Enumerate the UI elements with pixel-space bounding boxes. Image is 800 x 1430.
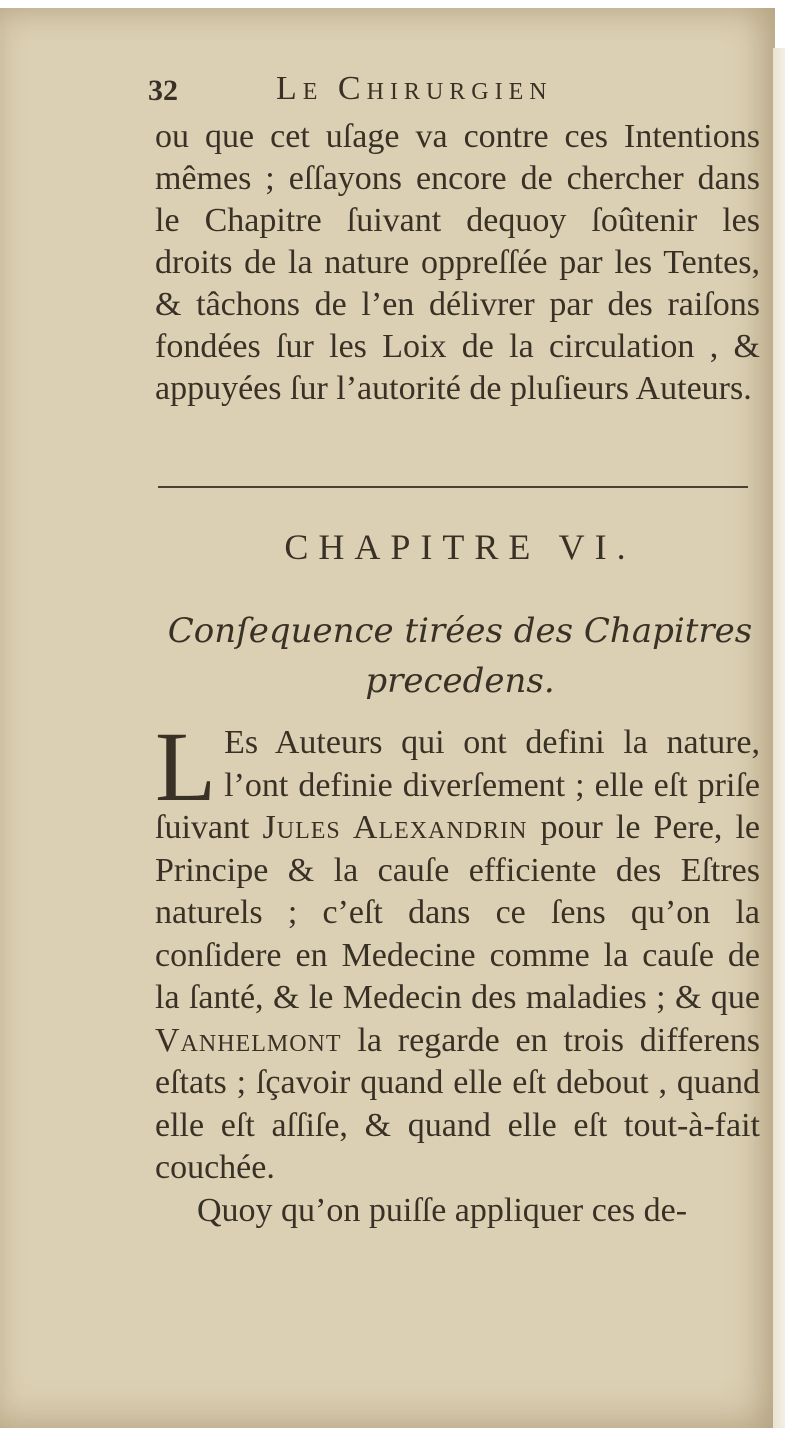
paragraph-text: Es Auteurs qui ont defini la nature, l’ont definie diverſement ; elle eſt priſe ſuivant bbox=[155, 724, 760, 846]
author-name: Jules Alexandrin bbox=[262, 809, 528, 846]
running-head bbox=[148, 70, 758, 114]
running-title: Le Chirurgien bbox=[276, 70, 553, 107]
chapter-subtitle bbox=[155, 606, 765, 706]
subtitle-line: Conſequence tirées des Chapitres bbox=[167, 611, 753, 651]
author-name: Vanhelmont bbox=[155, 1021, 342, 1059]
page-number: 32 bbox=[148, 74, 178, 107]
first-paragraph bbox=[155, 711, 761, 1190]
chapter-body bbox=[155, 711, 761, 1232]
paragraph-text: pour le Pere, le Principe & la cauſe efficiente des Eſtres naturels ; c’eſt dans ce ſens qu’on la conſidere en Medecine comme la cauſe de la ſanté, & le Medecin des maladies ; & que bbox=[155, 809, 761, 1016]
paragraph-text: ou que cet uſage va contre ces Intentions mêmes ; eſſayons encore de chercher dans le Chapitre ſuivant dequoy ſoûtenir les droits de la nature oppreſſée par les Tentes, & tâchons de l’en délivrer par des raiſons fondées ſur les Loix de la circulation , & appuyées ſur l’autorité de pluſieurs Auteurs. bbox=[155, 118, 760, 407]
continued-paragraph bbox=[155, 116, 760, 410]
subtitle-line: precedens. bbox=[365, 661, 555, 701]
chapter-title: CHAPITRE VI. bbox=[284, 527, 636, 567]
paragraph-text: la regarde en trois differens eſtats ; ſçavoir quand elle eſt debout , quand elle eſt aſſiſe, & quand elle eſt tout-à-fait couchée. bbox=[155, 1021, 760, 1186]
drop-cap: L bbox=[155, 711, 217, 822]
second-paragraph: Quoy qu’on puiſſe appliquer ces de- bbox=[197, 1191, 688, 1229]
horizontal-rule bbox=[158, 486, 748, 488]
book-page bbox=[0, 8, 775, 1428]
